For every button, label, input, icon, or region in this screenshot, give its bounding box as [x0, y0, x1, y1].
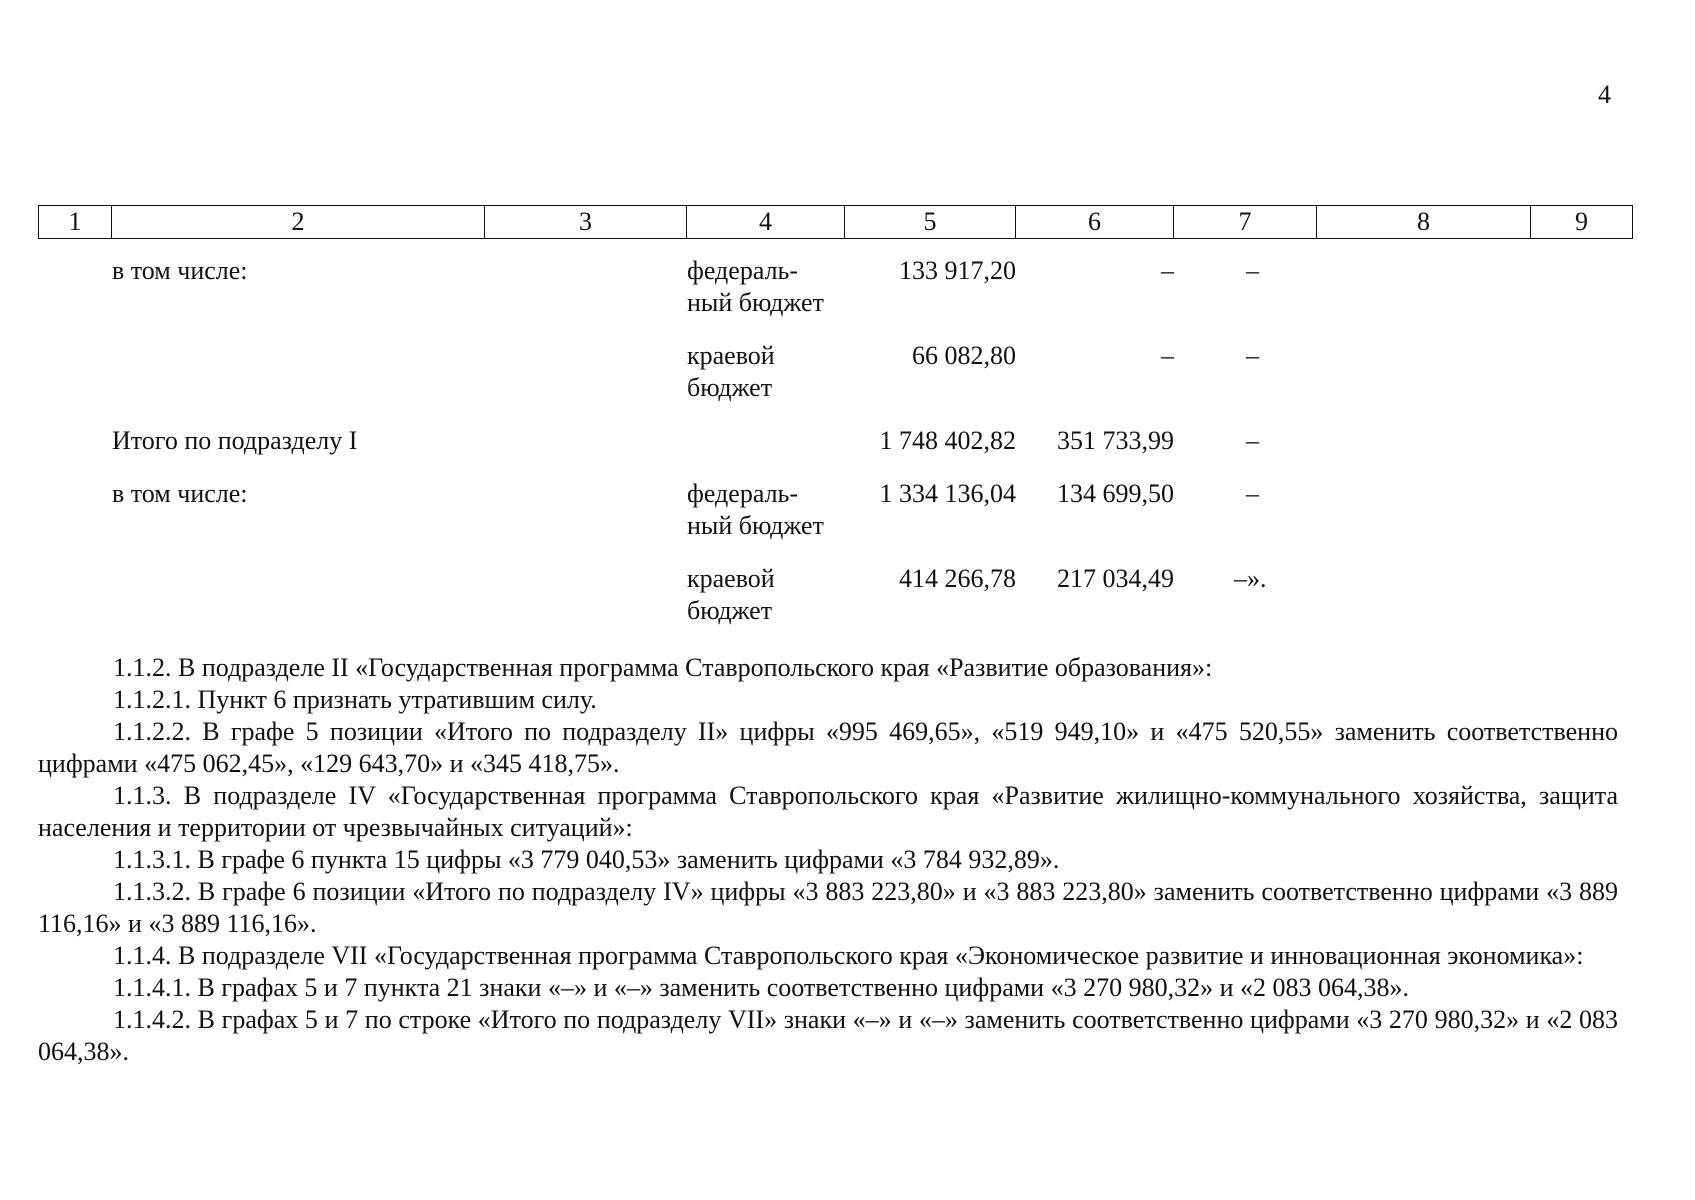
- page-number: 4: [1598, 80, 1611, 109]
- value-col-7: –: [1246, 426, 1259, 455]
- funding-source: краевой бюджет: [687, 564, 775, 625]
- value-col-7: –».: [1234, 564, 1267, 593]
- table-row: [38, 478, 1632, 563]
- value-col-6: 134 699,50: [1057, 479, 1174, 508]
- paragraph: 1.1.4.1. В графах 5 и 7 пункта 21 знаки «–» и «–» заменить соответственно цифрами «3 270 980,32» и «2 083 064,38».: [113, 973, 1410, 1002]
- paragraph: 1.1.3.1. В графе 6 пункта 15 цифры «3 779 040,53» заменить цифрами «3 784 932,89».: [113, 845, 1060, 874]
- funding-source: федераль- ный бюджет: [687, 256, 824, 317]
- funding-source: федераль- ный бюджет: [687, 479, 824, 540]
- header-cell: 7: [1174, 206, 1317, 239]
- paragraph: 1.1.2.2. В графе 5 позиции «Итого по подразделу II» цифры «995 469,65», «519 949,10» и «475 520,55» заменить соответственно цифрами «475 062,45», «129 643,70» и «345 418,75».: [38, 717, 1618, 778]
- paragraph: 1.1.2.1. Пункт 6 признать утратившим силу.: [113, 685, 597, 714]
- value-col-7: –: [1246, 479, 1259, 508]
- value-col-6: –: [1161, 256, 1174, 285]
- table-row: [38, 563, 1632, 648]
- row-name: в том числе:: [112, 479, 248, 508]
- header-cell: 5: [845, 206, 1016, 239]
- paragraph: 1.1.3. В подразделе IV «Государственная программа Ставропольского края «Развитие жилищно-коммунального хозяйства, защита населения и территории от чрезвычайных ситуаций»:: [38, 781, 1618, 842]
- header-cell: 1: [39, 206, 112, 239]
- value-col-5: 1 334 136,04: [879, 479, 1016, 508]
- value-col-5: 133 917,20: [899, 256, 1016, 285]
- value-col-7: –: [1246, 341, 1259, 370]
- amendment-text: [38, 652, 1618, 1068]
- value-col-6: 351 733,99: [1057, 426, 1174, 455]
- row-name: Итого по подразделу I: [112, 426, 358, 455]
- paragraph: 1.1.4.2. В графах 5 и 7 по строке «Итого по подразделу VII» знаки «–» и «–» заменить соответственно цифрами «3 270 980,32» и «2 083 064,38».: [38, 1005, 1618, 1066]
- paragraph: 1.1.4. В подразделе VII «Государственная программа Ставропольского края «Экономическое развитие и инновационная экономика»:: [113, 941, 1584, 970]
- header-cell: 4: [687, 206, 845, 239]
- funding-source: краевой бюджет: [687, 341, 775, 402]
- column-number-header: [38, 205, 1633, 239]
- table-row: [38, 255, 1632, 340]
- value-col-5: 66 082,80: [912, 341, 1016, 370]
- value-col-5: 414 266,78: [899, 564, 1016, 593]
- value-col-7: –: [1246, 256, 1259, 285]
- header-cell: 3: [485, 206, 687, 239]
- paragraph: 1.1.2. В подразделе II «Государственная программа Ставропольского края «Развитие образования»:: [113, 653, 1213, 682]
- table-body: [38, 255, 1632, 648]
- paragraph: 1.1.3.2. В графе 6 позиции «Итого по подразделу IV» цифры «3 883 223,80» и «3 883 223,80» заменить соответственно цифрами «3 889 116,16» и «3 889 116,16».: [38, 877, 1618, 938]
- row-name: в том числе:: [112, 256, 248, 285]
- value-col-5: 1 748 402,82: [879, 426, 1016, 455]
- table-row: [38, 425, 1632, 478]
- value-col-6: 217 034,49: [1057, 564, 1174, 593]
- header-cell: 2: [112, 206, 485, 239]
- header-cell: 8: [1317, 206, 1531, 239]
- value-col-6: –: [1161, 341, 1174, 370]
- table-row: [38, 340, 1632, 425]
- header-cell: 9: [1531, 206, 1633, 239]
- header-cell: 6: [1016, 206, 1174, 239]
